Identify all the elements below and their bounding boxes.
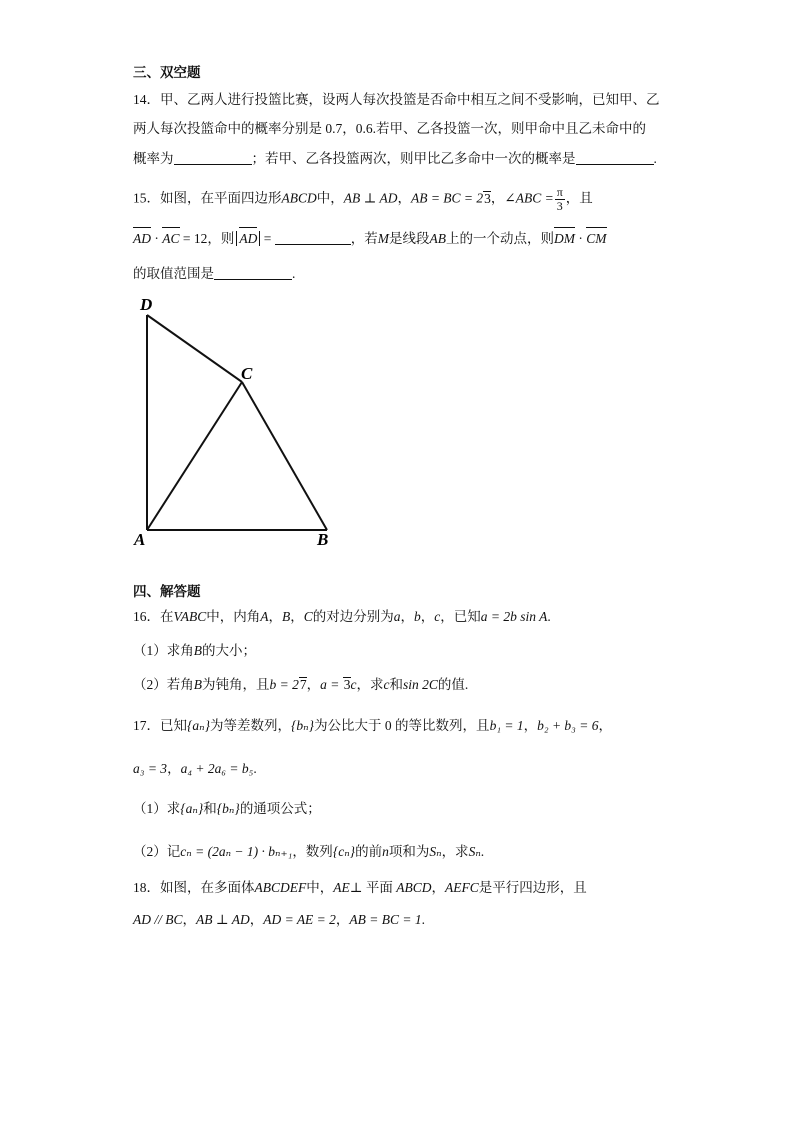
label-B: B bbox=[317, 530, 329, 549]
segment-DC bbox=[147, 315, 242, 382]
q17-b2b3: b₂ + b₃ = 6 bbox=[537, 718, 599, 733]
q17-part-2: （2）记cₙ = (2aₙ − 1) · bₙ₊₁，数列{cₙ}的前n项和为Sₙ，求Sₙ. bbox=[133, 844, 485, 859]
q14-answer-blank-1[interactable] bbox=[174, 152, 252, 165]
q14-answer-blank-2[interactable] bbox=[576, 152, 654, 165]
q15-text: ，若 bbox=[350, 231, 378, 246]
q16-part-2: （2）若角B为钝角，且b = 27，a = 3c，求c和sin 2C的值. bbox=[133, 677, 469, 692]
q17-text: ，求 bbox=[441, 844, 469, 859]
sequence-a: {aₙ} bbox=[187, 718, 211, 733]
q15-text: ，且 bbox=[565, 190, 593, 206]
q16-text: 的对边分别为 bbox=[312, 609, 394, 624]
segment-CA bbox=[147, 382, 242, 530]
q17-text: 17．已知 bbox=[133, 718, 187, 733]
q18-cond-1: AD // BC bbox=[133, 912, 183, 927]
angle-B: B bbox=[193, 643, 202, 658]
side-a: a bbox=[393, 609, 401, 624]
segment-AE: AE bbox=[333, 880, 350, 895]
q17-line-2: a₃ = 3，a₄ + 2a₆ = b₅. bbox=[133, 761, 257, 776]
parallelogram-AEFC: AEFC bbox=[444, 880, 479, 895]
q15-text: 15．如图，在平面四边形 bbox=[133, 190, 282, 206]
side-c: c bbox=[350, 677, 357, 692]
sequence-a: {aₙ} bbox=[180, 801, 204, 816]
q14-line-2: 两人每次投篮命中的概率分别是 0.7，0.6.若甲、乙各投篮一次，则甲命中且乙未命中的 bbox=[133, 121, 646, 136]
q15-answer-blank-2[interactable] bbox=[214, 267, 292, 280]
q15-line-2: AD · AC = 12，则 AD = ，若M是线段AB上的一个动点，则DM · CM bbox=[133, 231, 607, 246]
magnitude-AD bbox=[236, 231, 260, 246]
q14-text-a: 概率为 bbox=[133, 151, 174, 166]
point-M: M bbox=[377, 231, 390, 246]
section-heading-3: 三、双空题 bbox=[133, 65, 201, 81]
q17-text: 的通项公式； bbox=[239, 801, 321, 816]
segment-AB: AB bbox=[429, 231, 447, 246]
q17-text: （2）记 bbox=[133, 844, 181, 859]
q14-line-1: 14．甲、乙两人进行投篮比赛，设两人每次投篮是否命中相互之间不受影响，已知甲、乙 bbox=[133, 92, 660, 107]
q16-text: （1）求角 bbox=[133, 643, 194, 658]
quadrilateral-figure bbox=[125, 290, 345, 555]
q16-text: 和 bbox=[389, 677, 403, 692]
q18-text: 18．如图，在多面体 bbox=[133, 880, 255, 895]
q18-text: 是平行四边形，且 bbox=[478, 880, 587, 895]
q17-relation: a₄ + 2a₆ = b₅ bbox=[180, 761, 254, 776]
q16-text: （2）若角 bbox=[133, 677, 194, 692]
section-heading-4: 四、解答题 bbox=[133, 584, 201, 600]
q16-sin2c: sin 2C bbox=[403, 677, 438, 692]
q16-b-value: b = 2 bbox=[269, 677, 299, 692]
sequence-b: {bₙ} bbox=[291, 718, 315, 733]
q16-text: 为钝角，且 bbox=[202, 677, 270, 692]
q16-line-1: 16．在VABC中，内角A，B，C的对边分别为a，b，c，已知a = 2b sin A. bbox=[133, 609, 551, 624]
vector-CM: CM bbox=[586, 231, 607, 246]
q18-cond-3: AD = AE = 2 bbox=[263, 912, 336, 927]
angle-B: B bbox=[193, 677, 202, 692]
q14-line-3: 概率为 ；若甲、乙各投篮两次，则甲比乙多命中一次的概率是 . bbox=[133, 151, 657, 166]
q17-cn-definition: cₙ = (2aₙ − 1) · bₙ₊₁ bbox=[180, 844, 293, 859]
q16-text: 的大小； bbox=[202, 643, 256, 658]
side-b: b bbox=[414, 609, 421, 624]
variable-n: n bbox=[382, 844, 389, 859]
q17-b1: b₁ = 1 bbox=[489, 718, 524, 733]
sequence-c: {cₙ} bbox=[332, 844, 356, 859]
vector-AD: AD bbox=[133, 231, 151, 246]
vector-AC: AC bbox=[162, 231, 180, 246]
q17-text: 项和为 bbox=[388, 844, 430, 859]
q15-text: 是线段 bbox=[389, 231, 430, 246]
q17-text: 和 bbox=[203, 801, 217, 816]
vector-AD: AD bbox=[239, 231, 258, 246]
q18-cond-2: AB ⊥ AD bbox=[196, 912, 250, 927]
q18-line-1: 18．如图，在多面体ABCDEF中，AE⊥ 平面 ABCD，AEFC是平行四边形，且 bbox=[133, 880, 587, 895]
q15-sqrt: 3 bbox=[484, 190, 491, 206]
q18-line-2: AD // BC，AB ⊥ AD，AD = AE = 2，AB = BC = 1. bbox=[133, 912, 426, 927]
fraction-denominator: 3 bbox=[556, 199, 563, 213]
q16-text: 16．在 bbox=[133, 609, 174, 624]
q16-given: a = 2b sin A bbox=[480, 609, 548, 624]
q18-cond-4: AB = BC = 1 bbox=[349, 912, 422, 927]
q16-text: 的值. bbox=[437, 677, 469, 692]
q17-text: 为等差数列， bbox=[210, 718, 292, 733]
q16-text: 中，内角 bbox=[206, 609, 261, 624]
q15-fraction bbox=[555, 186, 565, 213]
q17-text: 的前 bbox=[355, 844, 383, 859]
q15-eq: AB = BC = 2 bbox=[410, 190, 484, 206]
q15-text: 上的一个动点，则 bbox=[446, 231, 555, 246]
polyhedron: ABCDEF bbox=[254, 880, 307, 895]
angle-C: C bbox=[303, 609, 313, 624]
q15-line-3: 的取值范围是 . bbox=[133, 266, 296, 281]
q17-line-1: 17．已知{aₙ}为等差数列，{bₙ}为公比大于 0 的等比数列，且b₁ = 1，b₂ + b₃ = 6， bbox=[133, 718, 612, 733]
q17-a3: a₃ = 3 bbox=[133, 761, 168, 776]
q15-text: = 12，则 bbox=[182, 231, 235, 246]
q17-text: 为公比大于 0 的等比数列，且 bbox=[314, 718, 490, 733]
fraction-numerator: π bbox=[556, 185, 563, 199]
label-D: D bbox=[140, 295, 153, 314]
segment-BC bbox=[242, 382, 327, 530]
q16-part-1 bbox=[133, 642, 256, 660]
q16-sqrt: 3 bbox=[343, 677, 351, 692]
q16-text: ，已知 bbox=[440, 609, 481, 624]
q15-line-1: 15．如图，在平面四边形ABCD中，AB ⊥ AD，AB = BC = 23，∠ABC = $\frac{\pi}{3}$ ，且 bbox=[133, 185, 593, 213]
label-A: A bbox=[134, 530, 146, 549]
angle-A: A bbox=[260, 609, 269, 624]
vector-DM: DM bbox=[554, 231, 576, 246]
q17-text: （1）求 bbox=[133, 801, 181, 816]
q15-angle: ∠ABC = bbox=[504, 190, 554, 206]
plane-ABCD: ABCD bbox=[396, 880, 432, 895]
q15-answer-blank-1[interactable] bbox=[275, 232, 351, 245]
q15-perp: AB ⊥ AD bbox=[343, 190, 398, 206]
q17-part-1 bbox=[133, 800, 321, 818]
sum-Sn: Sₙ bbox=[429, 844, 442, 859]
side-c: c bbox=[434, 609, 441, 624]
sum-Sn: Sₙ bbox=[468, 844, 481, 859]
q16-a-value: a = bbox=[320, 677, 340, 692]
label-C: C bbox=[241, 364, 253, 383]
side-c: c bbox=[383, 677, 390, 692]
q17-text: ，数列 bbox=[292, 844, 333, 859]
q15-text: 的取值范围是 bbox=[133, 266, 214, 281]
angle-B: B bbox=[282, 609, 291, 624]
q16-sqrt: 7 bbox=[299, 677, 307, 692]
q15-quad: ABCD bbox=[281, 190, 317, 206]
q18-text: 中， bbox=[306, 880, 334, 895]
q16-text: ，求 bbox=[356, 677, 384, 692]
q14-text-b: ；若甲、乙各投篮两次，则甲比乙多命中一次的概率是 bbox=[251, 151, 576, 166]
q18-text: ⊥ 平面 bbox=[349, 880, 393, 895]
sequence-b: {bₙ} bbox=[216, 801, 240, 816]
q15-text: 中， bbox=[316, 190, 344, 206]
triangle-ABC: VABC bbox=[173, 609, 207, 624]
